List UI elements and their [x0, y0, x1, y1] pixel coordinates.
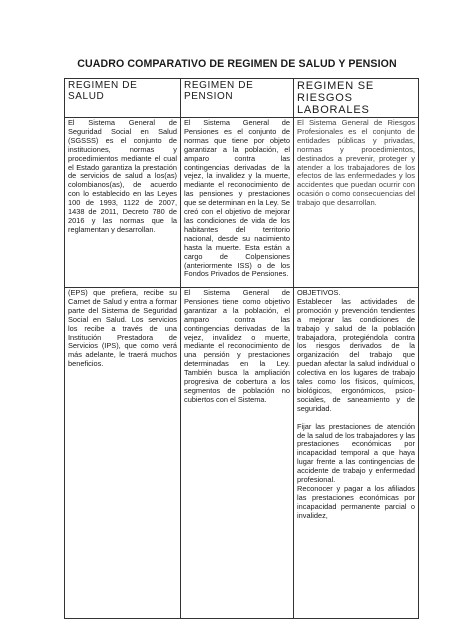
- table-cell-pension: [181, 118, 294, 288]
- cell-text: El Sistema General de Pensiones tiene como objetivo garantizar a la población, el amparo contra las contingencias derivadas de la vejez, invalidez o muerte, mediante el reconocimiento de una pensión y prestaciones determinadas en la Ley. También busca la ampliación progresiva de cobertura a los segmentos de población no cubiertos con el Sistema.: [184, 288, 290, 404]
- page-title: CUADRO COMPARATIVO DE REGIMEN DE SALUD Y PENSION: [77, 58, 397, 70]
- table-cell-salud: [65, 288, 181, 619]
- header-salud: REGIMEN DE SALUD: [65, 79, 181, 118]
- table-row: [65, 118, 419, 288]
- cell-text: OBJETIVOS. Establecer las actividades de promoción y prevención tendientes a mejorar las condiciones de trabajo y salud de la población trabajadora, protegiéndola contra los riesgos derivados de la organización del trabajo que puedan afectar la salud individual o colectiva en los lugares de trabajo tales como los físicos, químicos, biológicos, ergonómicos, psico-sociales, de saneamiento y de seguridad. Fijar las prestaciones de atención de la salud de los trabajadores y las prestaciones económicas por incapacidad temporal a que haya lugar frente a las contingencias de accidente de trabajo y enfermedad profesional. Reconocer y pagar a los afiliados las prestaciones económicas por incapacidad permanente parcial o invalidez,: [297, 288, 415, 520]
- table-cell-riesgos: [294, 118, 419, 288]
- comparison-table: [64, 78, 419, 619]
- cell-text: (EPS) que prefiera, recibe su Carnet de Salud y entra a formar parte del Sistema de Seguridad Social en Salud. Los servicios los recibe a través de una Institución Prestadora de Servicios (IPS), que como verá más adelante, le traerá muchos beneficios.: [68, 288, 177, 369]
- cell-text: El Sistema General de Pensiones es el conjunto de normas que tiene por objeto garantizar a la población, el amparo contra las contingencias derivadas de la vejez, la invalidez y la muerte, mediante el reconocimiento de las pensiones y prestaciones que se determinan en la Ley. Se creó con el objetivo de mejorar las condiciones de vida de los habitantes del territorio nacional, desde su nacimiento hasta la muerte. Esta están a cargo de Colpensiones (anteriormente ISS) o de los Fondos Privados de Pensiones.: [184, 118, 290, 279]
- table-cell-salud: [65, 118, 181, 288]
- cell-text: El Sistema General de Riesgos Profesionales es el conjunto de entidades públicas y privadas, normas y procedimientos, destinados a prevenir, proteger y atender a los trabajadores de los efectos de las enfermedades y los accidentes que puedan ocurrir con ocasión o como consecuencias del trabajo que desarrollan.: [297, 118, 415, 208]
- header-riesgos-laborales: REGIMEN SE RIESGOS LABORALES: [294, 79, 419, 118]
- table-cell-pension: [181, 288, 294, 619]
- table-cell-riesgos: [294, 288, 419, 619]
- table-header-row: [65, 79, 419, 118]
- cell-text: El Sistema General de Seguridad Social en Salud (SGSSS) es el conjunto de instituciones, normas y procedimientos mediante el cual el Estado garantiza la prestación de servicios de salud a los(as) colombianos(as), de acuerdo con lo establecido en las Leyes 100 de 1993, 1122 de 2007, 1438 de 2011, Decreto 780 de 2016 y las normas que la reglamentan y desarrollan.: [68, 118, 177, 234]
- header-pension: REGIMEN DE PENSION: [181, 79, 294, 118]
- table-row: [65, 288, 419, 619]
